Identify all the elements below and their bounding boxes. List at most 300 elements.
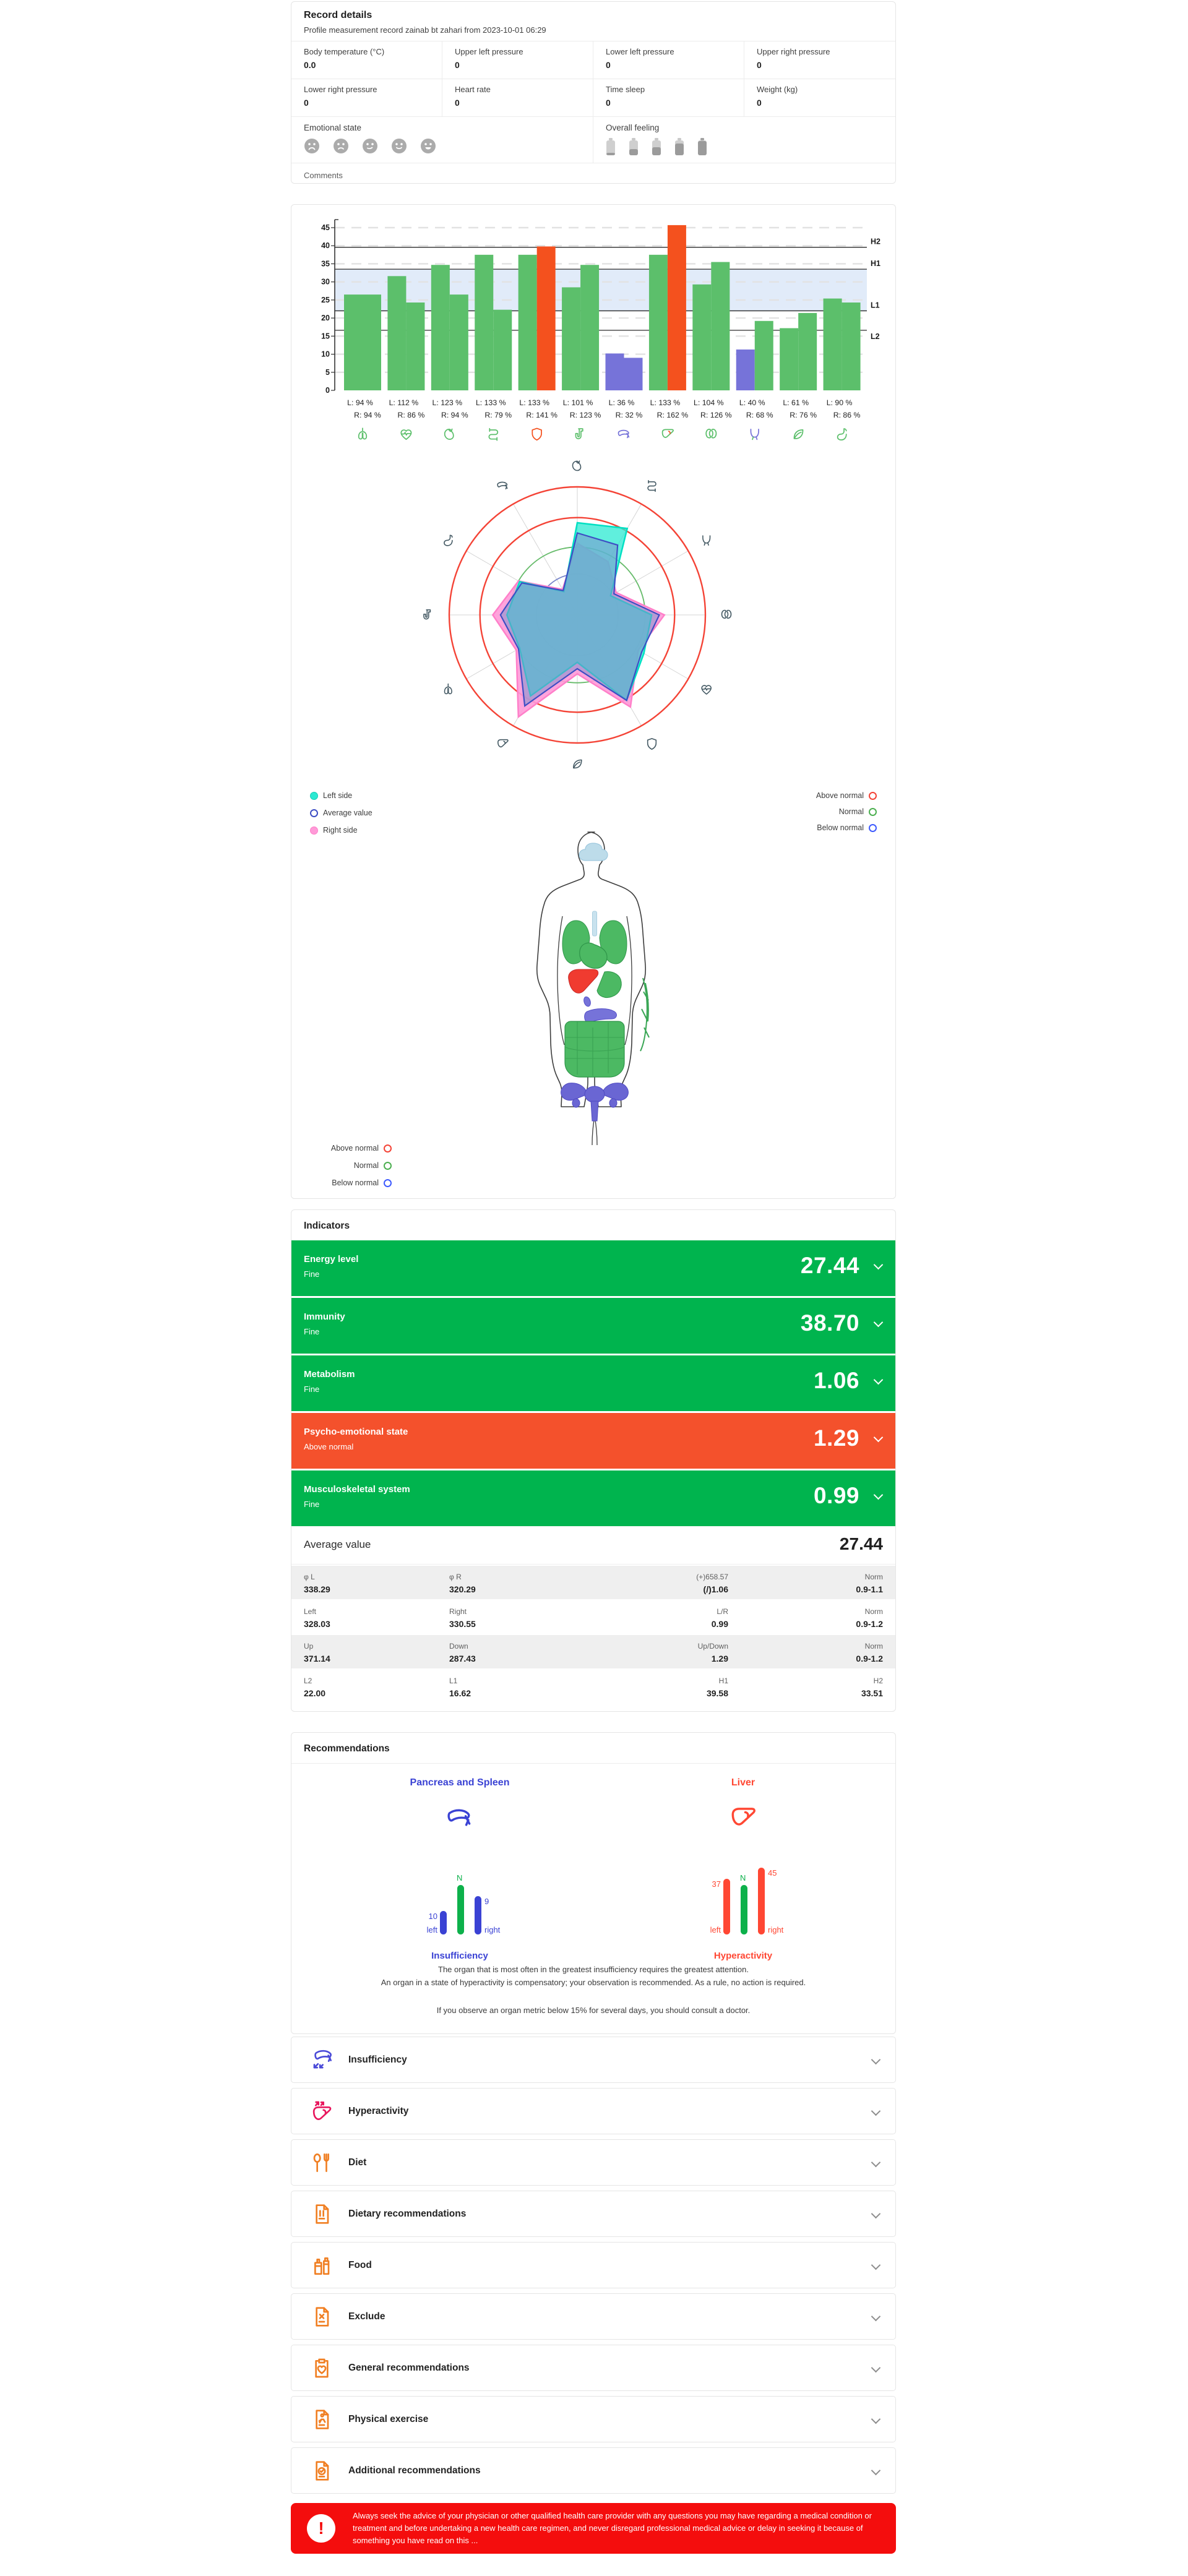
bar-right-intestine bbox=[493, 310, 512, 390]
legend-swatch bbox=[384, 1162, 392, 1170]
charts-card bbox=[291, 204, 896, 1199]
indicator-musculoskeletal-system[interactable] bbox=[291, 1470, 895, 1526]
field-value[interactable]: 0 bbox=[304, 98, 309, 108]
bar-left-stomach bbox=[824, 299, 842, 390]
duodenum-axis-icon bbox=[424, 610, 430, 619]
stats-cell bbox=[728, 1641, 895, 1664]
minibar-norm-label: N bbox=[457, 1873, 463, 1883]
average-value-row bbox=[291, 1528, 895, 1565]
stats-cell bbox=[291, 1606, 449, 1629]
accordion-icon-wrap bbox=[309, 2356, 335, 2381]
immune-system-axis-icon bbox=[648, 739, 656, 749]
battery-level-1-icon[interactable] bbox=[606, 138, 616, 155]
svg-text:15: 15 bbox=[321, 332, 330, 341]
legend-left-side bbox=[310, 791, 352, 800]
right-pct-label: R: 94 % bbox=[441, 411, 468, 419]
stats-cell bbox=[449, 1571, 635, 1594]
legend-label: Above normal bbox=[816, 791, 864, 800]
face-sad-icon[interactable] bbox=[333, 138, 349, 154]
stats-value: 1.29 bbox=[711, 1653, 728, 1664]
chevron-down-icon[interactable] bbox=[871, 2260, 881, 2270]
svg-text:45: 45 bbox=[321, 223, 330, 232]
right-pct-label: R: 86 % bbox=[833, 411, 861, 419]
indicator-label: Metabolism bbox=[304, 1369, 355, 1380]
legend-swatch bbox=[869, 808, 877, 816]
svg-text:H2: H2 bbox=[871, 237, 880, 246]
record-field bbox=[291, 79, 442, 117]
legend-swatch bbox=[869, 792, 877, 800]
svg-text:L1: L1 bbox=[871, 301, 880, 310]
svg-text:0: 0 bbox=[325, 386, 330, 395]
chevron-down-icon[interactable] bbox=[874, 1260, 884, 1270]
bar-left-pancreas bbox=[606, 353, 624, 390]
stats-cell bbox=[728, 1571, 895, 1594]
stats-value: 287.43 bbox=[449, 1653, 476, 1664]
stats-label: Norm bbox=[864, 1641, 883, 1651]
indicator-value: 38.70 bbox=[800, 1310, 859, 1336]
recommendation-note-1: The organ that is most often in the greatest insufficiency requires the greatest attention. An organ in a state of hyperactivity is compensatory; your observation is recommended. As a rule, no action is required. bbox=[381, 1965, 806, 1987]
stats-value: 338.29 bbox=[304, 1584, 330, 1594]
legend-below-normal bbox=[817, 823, 877, 832]
recommendations-card bbox=[291, 1732, 896, 2034]
indicator-immunity[interactable] bbox=[291, 1298, 895, 1354]
accordion-icon-wrap bbox=[309, 2407, 335, 2432]
bar-right-immune-system bbox=[537, 246, 556, 390]
svg-text:L2: L2 bbox=[871, 332, 880, 341]
minibar-right-value: 45 bbox=[768, 1868, 777, 1878]
chevron-down-icon[interactable] bbox=[871, 2158, 881, 2168]
chevron-down-icon[interactable] bbox=[871, 2363, 881, 2373]
bar-left-cardiovascular bbox=[387, 276, 406, 390]
svg-text:10: 10 bbox=[321, 350, 330, 359]
average-value-label: Average value bbox=[304, 1539, 371, 1550]
indicators-title: Indicators bbox=[304, 1221, 350, 1231]
doc-x-icon bbox=[309, 2304, 334, 2329]
right-pct-label: R: 32 % bbox=[615, 411, 643, 419]
record-header bbox=[291, 2, 895, 41]
accordion-general-recommendations[interactable] bbox=[291, 2345, 896, 2391]
left-pct-label: L: 133 % bbox=[519, 398, 549, 407]
doc-cutlery-icon bbox=[309, 2202, 334, 2226]
accordion-physical-exercise[interactable] bbox=[291, 2396, 896, 2442]
ovary-left bbox=[572, 1099, 580, 1107]
spleen-icon bbox=[794, 430, 803, 439]
organ-name: Liver bbox=[731, 1777, 755, 1788]
stomach-icon bbox=[838, 429, 846, 440]
stats-value: 33.51 bbox=[861, 1688, 883, 1698]
legend-below-normal bbox=[310, 1179, 392, 1187]
legend-swatch bbox=[310, 826, 318, 835]
pancreas-recommendation-block bbox=[367, 1777, 553, 1961]
stats-row bbox=[291, 1635, 895, 1668]
legend-label: Below normal bbox=[332, 1179, 379, 1187]
accordion-label: Insufficiency bbox=[348, 2054, 407, 2065]
trachea bbox=[593, 911, 597, 936]
lungs-icon bbox=[359, 428, 367, 439]
stats-label: Down bbox=[449, 1641, 468, 1651]
stats-label: Up bbox=[304, 1641, 314, 1651]
right-pct-label: R: 94 % bbox=[354, 411, 381, 419]
stats-row bbox=[291, 1600, 895, 1634]
field-value[interactable]: 0 bbox=[455, 98, 460, 108]
indicator-psycho-emotional-state[interactable] bbox=[291, 1413, 895, 1469]
organ-radar-chart bbox=[398, 435, 757, 794]
stats-label: L2 bbox=[304, 1676, 312, 1685]
face-very-happy-icon[interactable] bbox=[420, 138, 436, 154]
stats-label: (+)658.57 bbox=[696, 1572, 728, 1581]
accordion-label: Dietary recommendations bbox=[348, 2208, 467, 2219]
record-fields-grid bbox=[291, 41, 895, 117]
accordion-diet[interactable] bbox=[291, 2139, 896, 2186]
left-pct-label: L: 133 % bbox=[650, 398, 681, 407]
stats-cell bbox=[449, 1675, 635, 1698]
left-pct-label: L: 101 % bbox=[562, 398, 593, 407]
stats-value: 16.62 bbox=[449, 1688, 471, 1698]
indicator-label: Musculoskeletal system bbox=[304, 1484, 410, 1495]
legend-label: Above normal bbox=[330, 1144, 379, 1153]
face-happy-icon[interactable] bbox=[391, 138, 407, 154]
indicator-status: Fine bbox=[304, 1269, 320, 1279]
left-pct-label: L: 40 % bbox=[739, 398, 765, 407]
right-pct-label: R: 123 % bbox=[569, 411, 601, 419]
legend-right-side bbox=[310, 826, 358, 835]
stats-label: Left bbox=[304, 1607, 317, 1616]
minibar-left-value: 37 bbox=[712, 1879, 721, 1889]
right-pct-label: R: 76 % bbox=[790, 411, 817, 419]
field-label: Upper left pressure bbox=[455, 47, 523, 56]
stats-label: H2 bbox=[873, 1676, 883, 1685]
indicator-status: Fine bbox=[304, 1327, 320, 1336]
right-pct-label: R: 86 % bbox=[397, 411, 425, 419]
bar-right-cardiovascular bbox=[406, 303, 424, 390]
stats-value: (/)1.06 bbox=[703, 1584, 728, 1594]
bar-left-liver bbox=[649, 255, 668, 390]
svg-text:20: 20 bbox=[321, 314, 330, 323]
chevron-down-icon[interactable] bbox=[871, 2312, 881, 2322]
face-very-sad-icon[interactable] bbox=[304, 138, 320, 154]
uterus bbox=[585, 1086, 605, 1102]
stats-cell bbox=[728, 1606, 895, 1629]
minibar-right-value: 9 bbox=[484, 1897, 489, 1906]
ovary-right bbox=[609, 1099, 617, 1107]
record-title: Record details bbox=[304, 10, 372, 20]
liver-recommendation-block bbox=[650, 1777, 836, 1961]
accordion-insufficiency[interactable] bbox=[291, 2037, 896, 2083]
stats-cell bbox=[635, 1675, 728, 1698]
left-pct-label: L: 112 % bbox=[389, 398, 419, 407]
stats-label: L1 bbox=[449, 1676, 458, 1685]
stats-label: H1 bbox=[718, 1676, 728, 1685]
legend-swatch bbox=[310, 809, 318, 817]
field-value[interactable]: 0.0 bbox=[304, 60, 316, 70]
stats-label: Norm bbox=[864, 1572, 883, 1581]
legend-swatch bbox=[384, 1179, 392, 1187]
record-field bbox=[442, 41, 593, 79]
chevron-down-icon[interactable] bbox=[871, 2106, 881, 2116]
svg-text:5: 5 bbox=[325, 367, 330, 377]
left-pct-label: L: 61 % bbox=[783, 398, 809, 407]
stats-table bbox=[291, 1566, 895, 1703]
body-organ-diagram bbox=[483, 823, 706, 1145]
overall-feeling-label: Overall feeling bbox=[606, 123, 660, 132]
organ-caption: Hyperactivity bbox=[713, 1951, 773, 1961]
bar-right-stomach bbox=[842, 303, 861, 390]
accordion-dietary-recommendations[interactable] bbox=[291, 2191, 896, 2237]
stats-value: 22.00 bbox=[304, 1688, 326, 1698]
accordion-icon-wrap bbox=[309, 2202, 335, 2226]
record-subtitle: Profile measurement record zainab bt zahari from 2023-10-01 06:29 bbox=[304, 25, 546, 35]
right-pct-label: R: 79 % bbox=[484, 411, 512, 419]
field-value[interactable]: 0 bbox=[455, 60, 460, 70]
organ-minichart bbox=[650, 1842, 836, 1947]
indicator-metabolism[interactable] bbox=[291, 1355, 895, 1411]
accordion-label: Exclude bbox=[348, 2311, 385, 2322]
svg-text:35: 35 bbox=[321, 259, 330, 268]
liver-axis-icon bbox=[498, 740, 508, 747]
organ-bar-chart bbox=[291, 208, 897, 451]
comments-label: Comments bbox=[304, 171, 343, 180]
legend-above-normal bbox=[310, 1144, 392, 1153]
stats-cell bbox=[291, 1675, 449, 1698]
field-label: Time sleep bbox=[606, 85, 645, 94]
stats-label: Norm bbox=[864, 1607, 883, 1616]
left-pct-label: L: 123 % bbox=[432, 398, 463, 407]
legend-swatch bbox=[310, 792, 318, 800]
stats-cell bbox=[291, 1571, 449, 1594]
recommendation-note-2: If you observe an organ metric below 15% for several days, you should consult a doctor. bbox=[436, 2006, 751, 2015]
bar-left-duodenum bbox=[562, 287, 580, 390]
record-field bbox=[442, 79, 593, 117]
left-pct-label: L: 90 % bbox=[826, 398, 853, 407]
organ-name: Pancreas and Spleen bbox=[410, 1777, 510, 1788]
bar-left-intestine bbox=[475, 255, 493, 390]
clipboard-heart-icon bbox=[309, 2356, 334, 2381]
emotional-state-rating[interactable] bbox=[304, 138, 580, 154]
emotional-state-block bbox=[291, 117, 593, 163]
chevron-down-icon[interactable] bbox=[871, 2415, 881, 2424]
average-value: 27.44 bbox=[839, 1534, 883, 1553]
indicator-status: Above normal bbox=[304, 1442, 354, 1451]
bar-left-immune-system bbox=[519, 255, 537, 390]
pancreas-down-icon bbox=[309, 2048, 334, 2072]
emotional-state-label: Emotional state bbox=[304, 123, 362, 132]
chevron-down-icon[interactable] bbox=[871, 2055, 881, 2065]
stats-value: 328.03 bbox=[304, 1618, 330, 1629]
comments-row bbox=[291, 163, 895, 187]
indicator-label: Psycho-emotional state bbox=[304, 1427, 408, 1437]
bar-right-pancreas bbox=[624, 358, 643, 390]
bar-right-duodenum bbox=[580, 265, 599, 390]
bar-right-liver bbox=[668, 225, 686, 390]
organ-icon-wrap bbox=[650, 1802, 836, 1837]
indicator-value: 1.06 bbox=[813, 1368, 859, 1393]
stats-label: Up/Down bbox=[697, 1641, 728, 1651]
warning-icon: ! bbox=[307, 2514, 335, 2543]
accordion-icon-wrap bbox=[309, 2253, 335, 2278]
accordion-label: Additional recommendations bbox=[348, 2465, 481, 2476]
stats-cell bbox=[449, 1606, 635, 1629]
recommendations-title: Recommendations bbox=[291, 1733, 895, 1764]
accordion-additional-recommendations[interactable] bbox=[291, 2447, 896, 2494]
accordion-icon-wrap bbox=[309, 2150, 335, 2175]
minibar-right bbox=[475, 1896, 481, 1934]
cutlery-icon bbox=[309, 2150, 334, 2175]
legend-label: Average value bbox=[323, 809, 372, 817]
bar-right-lungs bbox=[363, 294, 381, 390]
accordion-food[interactable] bbox=[291, 2242, 896, 2288]
chevron-down-icon[interactable] bbox=[874, 1375, 884, 1385]
bladder-axis-icon bbox=[703, 536, 710, 545]
accordion-label: Diet bbox=[348, 2157, 367, 2168]
medical-disclaimer bbox=[291, 2503, 896, 2554]
bar-right-bladder bbox=[755, 321, 773, 390]
accordion-label: Physical exercise bbox=[348, 2413, 429, 2424]
arm-vessels bbox=[640, 978, 649, 1051]
indicator-rows bbox=[291, 1240, 895, 1526]
doc-run-icon bbox=[309, 2407, 334, 2432]
stats-label: L/R bbox=[717, 1607, 728, 1616]
overall-feeling-block bbox=[593, 117, 895, 163]
stats-value: 320.29 bbox=[449, 1584, 476, 1594]
minibar-norm-label: N bbox=[740, 1873, 746, 1883]
field-value[interactable]: 0 bbox=[606, 98, 611, 108]
body-silhouette bbox=[483, 823, 706, 1145]
liver-up-icon bbox=[309, 2099, 334, 2124]
indicator-label: Immunity bbox=[304, 1312, 345, 1322]
record-field bbox=[744, 41, 895, 79]
food-icon bbox=[309, 2253, 334, 2278]
left-pct-label: L: 94 % bbox=[347, 398, 373, 407]
indicator-value: 27.44 bbox=[800, 1253, 859, 1278]
accordion-icon-wrap bbox=[309, 2099, 335, 2124]
field-label: Lower right pressure bbox=[304, 85, 377, 94]
stats-label: Right bbox=[449, 1607, 467, 1616]
accordion-exclude[interactable] bbox=[291, 2293, 896, 2340]
record-field bbox=[744, 79, 895, 117]
disclaimer-text: Always seek the advice of your physician or other qualified health care provider with any questions you may have regarding a medical condition or treatment and before undertaking a new health care regimen, and never disregard professional medical advice or delay in seeking it because of something you have read on this ... bbox=[353, 2511, 872, 2545]
bar-right-heart bbox=[450, 294, 468, 390]
radar-average bbox=[501, 533, 660, 706]
minibar-right-label: right bbox=[484, 1925, 501, 1934]
svg-text:25: 25 bbox=[321, 295, 330, 304]
indicator-energy-level[interactable] bbox=[291, 1240, 895, 1296]
bar-right-spleen bbox=[798, 313, 817, 390]
field-label: Heart rate bbox=[455, 85, 491, 94]
bar-left-kidneys bbox=[692, 285, 711, 390]
stats-cell bbox=[449, 1641, 635, 1664]
heart-axis-icon bbox=[573, 461, 581, 470]
stats-value: 0.9-1.2 bbox=[856, 1653, 883, 1664]
accordion-label: Hyperactivity bbox=[348, 2105, 409, 2116]
field-value[interactable]: 0 bbox=[606, 60, 611, 70]
right-pct-label: R: 126 % bbox=[700, 411, 732, 419]
legend-label: Normal bbox=[353, 1161, 379, 1170]
indicator-label: Energy level bbox=[304, 1254, 359, 1264]
organ-caption: Insufficiency bbox=[431, 1951, 488, 1961]
liver-icon bbox=[727, 1802, 759, 1834]
pancreas-axis-icon bbox=[497, 482, 507, 489]
chevron-down-icon[interactable] bbox=[874, 1490, 884, 1500]
accordion-icon-wrap bbox=[309, 2048, 335, 2072]
minibar-left-label: left bbox=[426, 1925, 437, 1934]
overall-feeling-rating[interactable] bbox=[606, 138, 883, 155]
stats-value: 0.9-1.2 bbox=[856, 1618, 883, 1629]
accordion-label: General recommendations bbox=[348, 2362, 470, 2373]
right-pct-label: R: 68 % bbox=[746, 411, 773, 419]
bar-left-lungs bbox=[344, 294, 363, 390]
indicator-value: 1.29 bbox=[813, 1425, 859, 1451]
stats-value: 0.99 bbox=[711, 1618, 728, 1629]
stats-value: 371.14 bbox=[304, 1653, 330, 1664]
chevron-down-icon[interactable] bbox=[871, 2466, 881, 2476]
chevron-down-icon[interactable] bbox=[871, 2209, 881, 2219]
stats-label: φ R bbox=[449, 1572, 462, 1581]
right-pct-label: R: 162 % bbox=[656, 411, 689, 419]
minibar-right-label: right bbox=[768, 1925, 784, 1934]
accordion-hyperactivity[interactable] bbox=[291, 2088, 896, 2134]
field-label: Weight (kg) bbox=[757, 85, 798, 94]
stats-row bbox=[291, 1566, 895, 1599]
left-pct-label: L: 36 % bbox=[608, 398, 635, 407]
legend-average-value bbox=[310, 809, 372, 817]
legend-swatch bbox=[384, 1144, 392, 1153]
field-value[interactable]: 0 bbox=[757, 98, 762, 108]
record-field bbox=[593, 41, 744, 79]
stats-cell bbox=[291, 1641, 449, 1664]
minibar-left bbox=[723, 1879, 730, 1934]
stats-label: φ L bbox=[304, 1572, 315, 1581]
stomach-axis-icon bbox=[444, 535, 452, 546]
organ-icon-wrap bbox=[367, 1802, 553, 1837]
lungs-axis-icon bbox=[445, 684, 452, 694]
legend-swatch bbox=[869, 824, 877, 832]
field-value[interactable]: 0 bbox=[757, 60, 762, 70]
battery-level-5-icon[interactable] bbox=[697, 138, 707, 155]
minibar-left-label: left bbox=[710, 1925, 721, 1934]
indicator-value: 0.99 bbox=[813, 1483, 859, 1508]
field-label: Lower left pressure bbox=[606, 47, 674, 56]
svg-text:30: 30 bbox=[321, 277, 330, 286]
minibar-left-value: 10 bbox=[428, 1912, 437, 1921]
stats-cell bbox=[635, 1641, 728, 1664]
record-field bbox=[593, 79, 744, 117]
cardiovascular-axis-icon bbox=[702, 685, 711, 694]
minibar-left bbox=[440, 1911, 447, 1934]
stats-value: 39.58 bbox=[706, 1688, 728, 1698]
spleen-axis-icon bbox=[574, 760, 582, 768]
face-wry-icon[interactable] bbox=[362, 138, 378, 154]
battery-level-3-icon[interactable] bbox=[652, 138, 661, 155]
minibar-N bbox=[457, 1885, 464, 1934]
battery-level-2-icon[interactable] bbox=[629, 138, 639, 155]
field-label: Body temperature (°C) bbox=[304, 47, 385, 56]
minibar-N bbox=[741, 1885, 747, 1934]
feelings-row bbox=[291, 117, 895, 163]
battery-level-4-icon[interactable] bbox=[674, 138, 684, 155]
stats-row bbox=[291, 1670, 895, 1703]
chevron-down-icon[interactable] bbox=[874, 1318, 884, 1328]
accordion-label: Food bbox=[348, 2259, 372, 2270]
record-details-card bbox=[291, 1, 896, 184]
left-pct-label: L: 104 % bbox=[694, 398, 724, 407]
indicator-status: Fine bbox=[304, 1500, 320, 1509]
chevron-down-icon[interactable] bbox=[874, 1433, 884, 1443]
record-field bbox=[291, 41, 442, 79]
left-pct-label: L: 133 % bbox=[475, 398, 506, 407]
stats-value: 330.55 bbox=[449, 1618, 476, 1629]
stats-cell bbox=[728, 1675, 895, 1698]
legend-normal bbox=[310, 1161, 392, 1170]
